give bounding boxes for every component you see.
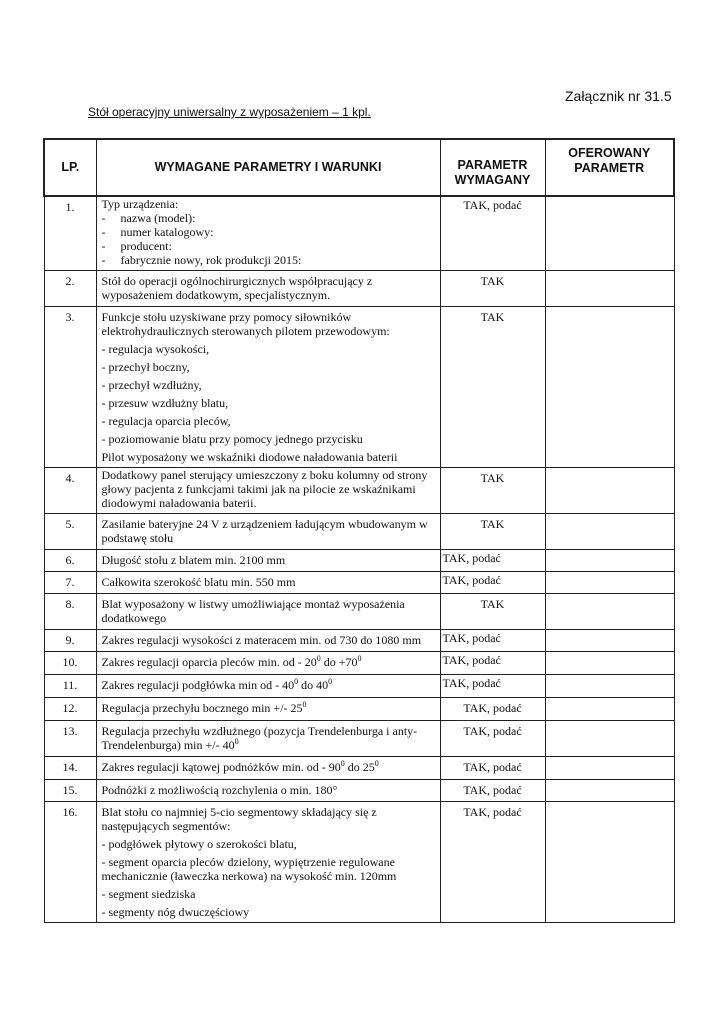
row-line: - przesuw wzdłużny blatu, [101, 396, 229, 410]
dash-item-text: fabrycznie nowy, rok produkcji 2015: [120, 253, 302, 267]
row-description [96, 721, 440, 757]
row-required: TAK, podać [440, 675, 545, 698]
row-text: Zakres regulacji oparcia pleców min. od - 20 [101, 655, 317, 669]
row-description [96, 698, 440, 721]
row-offered[interactable] [545, 550, 674, 572]
row-number: 16. [44, 802, 96, 923]
table-row [44, 550, 674, 572]
row-required: TAK, podać [440, 721, 545, 757]
table-row [44, 271, 674, 307]
row-line: - przechył wzdłużny, [101, 378, 202, 392]
row-text: Zakres regulacji kątowej podnóżków min. od - 90 [101, 760, 341, 774]
row-description [96, 196, 440, 271]
row-text: Regulacja przechyłu bocznego min +/- 25 [101, 701, 303, 715]
row-offered[interactable] [545, 757, 674, 780]
table-row [44, 514, 674, 550]
row-offered[interactable] [545, 594, 674, 630]
row-number: 2. [44, 271, 96, 307]
degree-mark: 0 [340, 759, 345, 768]
row-required: TAK, podać [440, 698, 545, 721]
row-line: Funkcje stołu uzyskiwane przy pomocy siłowników elektrohydraulicznych sterowanych pilotem przewodowym: [101, 310, 390, 338]
table-row [44, 757, 674, 780]
header-offered-param-text: OFEROWANY PARAMETR [568, 146, 651, 175]
row-description [96, 652, 440, 675]
row-number: 9. [44, 630, 96, 652]
header-required-param-text: PARAMETR WYMAGANY [454, 157, 531, 187]
dash-item: - producent: [101, 239, 172, 253]
row-description: Całkowita szerokość blatu min. 550 mm [96, 572, 440, 594]
row-required: TAK [440, 594, 545, 630]
row-line: - segmenty nóg dwuczęściowy [101, 905, 250, 919]
row-offered[interactable] [545, 652, 674, 675]
row-offered[interactable] [545, 721, 674, 757]
row-required: TAK, podać [440, 757, 545, 780]
row-offered[interactable] [545, 468, 674, 514]
row-offered[interactable] [545, 675, 674, 698]
degree-mark: 0 [294, 677, 299, 686]
row-description: Zakres regulacji wysokości z materacem min. od 730 do 1080 mm [96, 630, 440, 652]
row-number: 14. [44, 757, 96, 780]
row-offered[interactable] [545, 802, 674, 923]
degree-mark: 0 [302, 700, 307, 709]
row-text: Regulacja przechyłu wzdłużnego (pozycja Trendelenburga i anty-Trendelenburga) min +/- 40 [101, 724, 418, 752]
degree-mark: 0 [316, 654, 321, 663]
table-row [44, 594, 674, 630]
row-required: TAK, podać [440, 652, 545, 675]
table-row [44, 780, 674, 802]
row-line: Blat stołu co najmniej 5-cio segmentowy składający się z następujących segmentów: [101, 805, 377, 833]
row-required: TAK [440, 307, 545, 468]
table-row [44, 630, 674, 652]
row-required: TAK [440, 468, 545, 514]
row-description: Blat wyposażony w listwy umożliwiające montaż wyposażenia dodatkowego [96, 594, 440, 630]
row-number: 6. [44, 550, 96, 572]
row-line: - segment oparcia pleców dzielony, wypiętrzenie regulowane mechanicznie (ławeczka nerkowa) na wysokość min. 120mm [101, 855, 397, 883]
header-required-param [440, 139, 545, 196]
row-required: TAK, podać [440, 550, 545, 572]
degree-mark: 0 [357, 654, 362, 663]
row-description: Zasilanie bateryjne 24 V z urządzeniem ładującym wbudowanym w podstawę stołu [96, 514, 440, 550]
row-number: 1. [44, 196, 96, 271]
row-text: do 25 [344, 760, 375, 774]
row-required: TAK, podać [440, 780, 545, 802]
row-number: 4. [44, 468, 96, 514]
document-title: Stół operacyjny uniwersalny z wyposażeniem – 1 kpl. [88, 105, 371, 119]
table-row [44, 802, 674, 923]
row-description: Dodatkowy panel sterujący umieszczony z boku kolumny od strony głowy pacjenta z funkcjami takimi jak na pilocie ze wskaźnikami diodowymi naładowania baterii. [96, 468, 440, 514]
degree-mark: 0 [374, 759, 379, 768]
row-number: 7. [44, 572, 96, 594]
table-row [44, 572, 674, 594]
table-row [44, 675, 674, 698]
table-header-row [44, 139, 674, 196]
row-description [96, 757, 440, 780]
row-required: TAK, podać [440, 572, 545, 594]
row-offered[interactable] [545, 698, 674, 721]
header-lp: LP. [44, 139, 96, 196]
row-offered[interactable] [545, 780, 674, 802]
row-number: 15. [44, 780, 96, 802]
row-offered[interactable] [545, 196, 674, 271]
row-description [96, 307, 440, 468]
table-row [44, 307, 674, 468]
row-required: TAK, podać [440, 630, 545, 652]
requirements-table [43, 138, 675, 923]
row-text: do 40 [298, 678, 329, 692]
dash-item-text: numer katalogowy: [120, 225, 214, 239]
dash-item: - numer katalogowy: [101, 225, 214, 239]
row-line: Pilot wyposażony we wskaźniki diodowe naładowania baterii [101, 450, 398, 464]
row-required: TAK [440, 514, 545, 550]
table-row [44, 468, 674, 514]
row-offered[interactable] [545, 630, 674, 652]
table-row [44, 196, 674, 271]
row-required: TAK [440, 271, 545, 307]
table-row [44, 698, 674, 721]
row-number: 11. [44, 675, 96, 698]
table-row [44, 721, 674, 757]
row-offered[interactable] [545, 572, 674, 594]
row-text: do +70 [320, 655, 358, 669]
row-line: - segment siedziska [101, 887, 196, 901]
row-description [96, 802, 440, 923]
row-offered[interactable] [545, 271, 674, 307]
row-number: 12. [44, 698, 96, 721]
dash-item-text: producent: [120, 239, 172, 253]
row-number: 10. [44, 652, 96, 675]
degree-mark: 0 [328, 677, 333, 686]
row-line: - regulacja oparcia pleców, [101, 414, 231, 428]
row-number: 3. [44, 307, 96, 468]
row-number: 13. [44, 721, 96, 757]
row-number: 8. [44, 594, 96, 630]
row-offered[interactable] [545, 307, 674, 468]
row-text: Zakres regulacji podgłówka min od - 40 [101, 678, 295, 692]
row-offered[interactable] [545, 514, 674, 550]
row-line: - poziomowanie blatu przy pomocy jednego przycisku [101, 432, 363, 446]
degree-mark: 0 [234, 737, 239, 746]
row-description [96, 675, 440, 698]
row-intro: Typ urządzenia: [101, 197, 179, 211]
table-row [44, 652, 674, 675]
dash-item-text: nazwa (model): [120, 211, 196, 225]
row-number: 5. [44, 514, 96, 550]
row-description: Stół do operacji ogólnochirurgicznych współpracujący z wyposażeniem dodatkowym, specjalistycznym. [96, 271, 440, 307]
row-line: - przechył boczny, [101, 360, 190, 374]
dash-item: - fabrycznie nowy, rok produkcji 2015: [101, 253, 302, 267]
dash-item: - nazwa (model): [101, 211, 196, 225]
row-required: TAK, podać [440, 196, 545, 271]
row-description: Podnóżki z możliwością rozchylenia o min. 180° [96, 780, 440, 802]
attachment-number: Załącznik nr 31.5 [565, 88, 672, 104]
row-line: - regulacja wysokości, [101, 342, 210, 356]
header-requirements: WYMAGANE PARAMETRY I WARUNKI [96, 139, 440, 196]
row-description: Długość stołu z blatem min. 2100 mm [96, 550, 440, 572]
row-line: - podgłówek płytowy o szerokości blatu, [101, 837, 297, 851]
header-offered-param [545, 139, 674, 196]
row-required: TAK, podać [440, 802, 545, 923]
